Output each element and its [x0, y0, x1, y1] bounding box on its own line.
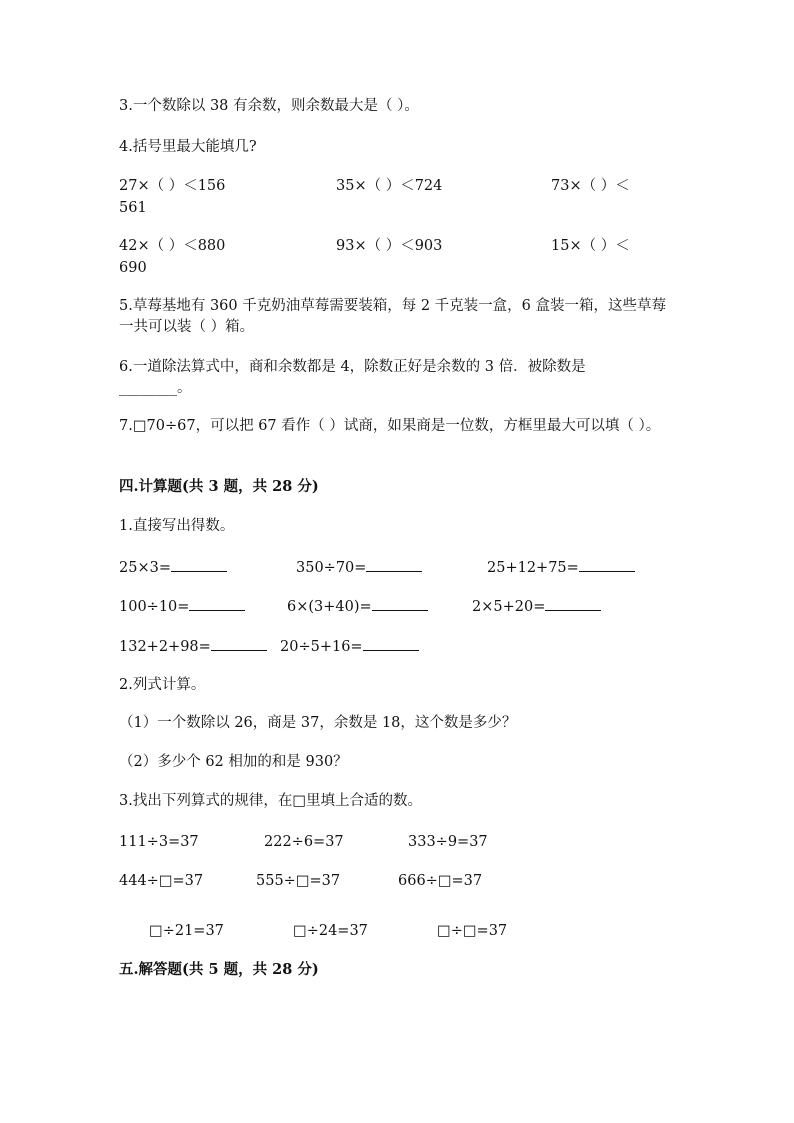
calc-q2-part1: （1）一个数除以 26，商是 37，余数是 18，这个数是多少？ — [119, 715, 517, 731]
calc-q3-title: 3.找出下列算式的规律，在□里填上合适的数。 — [119, 793, 423, 809]
calc-q2-part2: （2）多少个 62 相加的和是 930？ — [119, 754, 348, 770]
pattern-item: 666÷□=37 — [398, 873, 483, 889]
question-6-line1: 6.一道除法算式中，商和余数都是 4，除数正好是余数的 3 倍．被除数是 — [119, 359, 586, 375]
calc-item: 25×3= — [119, 556, 227, 578]
q4-row1-c: 73×（ ）＜ — [551, 178, 630, 194]
q4-row1-b: 35×（ ）＜724 — [336, 178, 443, 194]
q4-row2-c-continued: 690 — [119, 260, 147, 276]
answer-blank[interactable] — [363, 635, 419, 651]
calc-q2-title: 2.列式计算。 — [119, 677, 206, 693]
calc-q1-title: 1.直接写出得数。 — [119, 518, 235, 534]
calc-item: 100÷10= — [119, 595, 245, 617]
question-5-strawberry: 5.草莓基地有 360 千克奶油草莓需要装箱，每 2 千克装一盒，6 盒装一箱，这些草莓一共可以装（ ）箱。 — [119, 298, 667, 335]
pattern-item: 333÷9=37 — [408, 834, 488, 850]
section-5-heading: 五.解答题(共 5 题，共 28 分) — [119, 961, 319, 978]
answer-blank[interactable] — [372, 595, 428, 611]
answer-blank[interactable] — [545, 595, 601, 611]
calc-item: 6×(3+40)= — [287, 595, 428, 617]
answer-blank[interactable] — [579, 556, 635, 572]
q4-row2-a: 42×（ ）＜880 — [119, 238, 226, 254]
q4-row1-a: 27×（ ）＜156 — [119, 178, 226, 194]
q4-row2-b: 93×（ ）＜903 — [336, 238, 443, 254]
pattern-item: □÷21=37 — [149, 923, 224, 939]
calc-item: 20÷5+16= — [280, 635, 419, 657]
pattern-item: 111÷3=37 — [119, 834, 199, 850]
calc-item: 2×5+20= — [472, 595, 601, 617]
answer-blank[interactable] — [211, 635, 267, 651]
section-4-heading: 四.计算题(共 3 题，共 28 分) — [119, 478, 319, 495]
calc-item: 350÷70= — [296, 556, 422, 578]
calc-item: 132+2+98= — [119, 635, 267, 657]
calc-item: 25+12+75= — [487, 556, 635, 578]
pattern-item: 222÷6=37 — [264, 834, 344, 850]
pattern-item: □÷□=37 — [437, 923, 508, 939]
pattern-item: 555÷□=37 — [256, 873, 341, 889]
q4-row1-c-continued: 561 — [119, 200, 147, 216]
question-7-trial-quotient: 7.□70÷67，可以把 67 看作（ ）试商，如果商是一位数，方框里最大可以填（ ）。 — [119, 418, 661, 434]
answer-blank[interactable] — [171, 556, 227, 572]
q4-row2-c: 15×（ ）＜ — [551, 238, 630, 254]
pattern-item: □÷24=37 — [293, 923, 368, 939]
question-4-title: 4.括号里最大能填几? — [119, 139, 257, 155]
pattern-item: 444÷□=37 — [119, 873, 204, 889]
answer-blank[interactable] — [366, 556, 422, 572]
answer-blank[interactable] — [189, 595, 245, 611]
question-6-line2: ________。 — [119, 380, 192, 396]
question-3-remainder: 3.一个数除以 38 有余数，则余数最大是（ ）。 — [119, 98, 419, 114]
